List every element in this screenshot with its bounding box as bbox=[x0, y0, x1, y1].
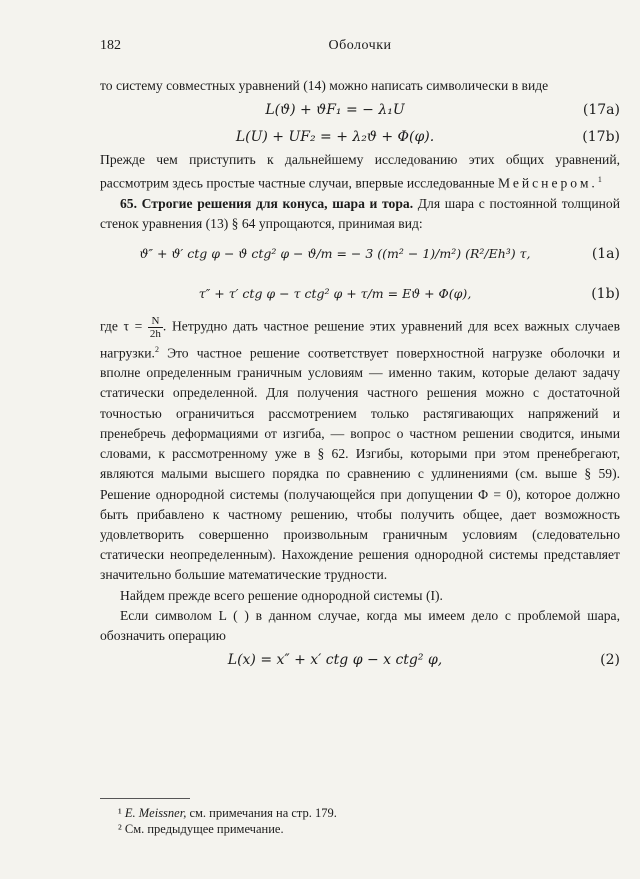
section-65-text: Для шара с постоянной толщиной стенок уравнения (13) § 64 упрощаются, принимая вид: bbox=[100, 196, 620, 232]
section-65 bbox=[100, 194, 620, 234]
tau-denominator: 2h bbox=[149, 327, 161, 340]
equation-1b-expr: τ″ + τ′ ctg φ − τ ctg² φ + τ/m = Eϑ + Φ(φ), bbox=[198, 286, 472, 302]
where-prefix: где τ = bbox=[100, 318, 143, 334]
paragraph-general bbox=[100, 150, 620, 194]
paragraph-operator: Если символом L ( ) в данном случае, когда мы имеем дело с проблемой шара, обозначить операцию bbox=[100, 607, 620, 643]
equation-17b-expr: L(U) + UF₂ = + λ₂ϑ + Φ(φ). bbox=[235, 128, 435, 145]
paragraph-homogeneous: Найдем прежде всего решение однородной системы (I). bbox=[120, 587, 443, 603]
author-name: Мейснером. bbox=[497, 175, 598, 191]
footnote-1 bbox=[100, 805, 620, 821]
page-header bbox=[100, 38, 620, 58]
running-title: Оболочки bbox=[328, 38, 392, 53]
page-body bbox=[100, 76, 620, 673]
tau-fraction bbox=[148, 315, 163, 340]
equation-17a-number: (17a) bbox=[582, 101, 620, 118]
section-number: 65. bbox=[120, 196, 137, 212]
footnote-1-author: E. Meissner, bbox=[124, 806, 187, 820]
equation-2 bbox=[100, 646, 620, 673]
footnote-2 bbox=[100, 821, 620, 837]
paragraph-particular-b: Это частное решение соответствует поверхностной нагрузке оболочки и вполне определенным граничным условиям — именно таким, которые делают задачу статически определенной. Для получения частного решения можно с достаточной точностью ограничиться рассмотрением только растягивающих напряжений и пренебречь деформациями от изгиба, — вопрос о частном решении сводится, иными словами, к рассмотренному уже в § 62. Изгибы, которыми при этом пренебрегают, являются малыми высшего порядка по сравнению с удлинениями (см. выше § 59). Решение однородной системы (получающейся при допущении Φ = 0), которое должно быть прибавлено к частному решению, чтобы получить общее, дает возможность удовлетворить совершенно произвольным граничным условиям (следовательно статически неопределенным). Нахождение решения однородной системы представляет значительно большие математические трудности. bbox=[100, 345, 620, 583]
equation-1a bbox=[100, 235, 620, 275]
paragraph-general-text: Прежде чем приступить к дальнейшему исследованию этих общих уравнений, рассмотрим здесь простые частные случаи, впервые исследованные bbox=[100, 152, 620, 191]
equation-1a-expr: ϑ″ + ϑ′ ctg φ − ϑ ctg² φ − ϑ/m = − 3 ((m² − 1)/m²) (R²/Eh³) τ, bbox=[139, 246, 531, 262]
footnote-ref-1: 1 bbox=[597, 175, 602, 185]
equation-17b bbox=[100, 123, 620, 150]
equation-2-expr: L(x) = x″ + x′ ctg φ − x ctg² φ, bbox=[227, 651, 443, 668]
equation-17a bbox=[100, 96, 620, 123]
footnote-ref-2: 2 bbox=[154, 344, 159, 354]
paragraph-particular bbox=[100, 315, 620, 586]
paragraph-particular-a: . Нетрудно дать частное решение этих уравнений для всех важных случаев нагрузки. bbox=[100, 318, 620, 361]
equation-17a-expr: L(ϑ) + ϑF₁ = − λ₁U bbox=[265, 101, 405, 118]
equation-1b-number: (1b) bbox=[591, 286, 620, 303]
equation-17b-number: (17b) bbox=[582, 128, 620, 145]
footnote-2-text: См. предыдущее примечание. bbox=[124, 822, 284, 836]
footnotes bbox=[100, 798, 620, 837]
footnote-1-text: см. примечания на стр. 179. bbox=[189, 806, 337, 820]
footnote-2-mark: ² bbox=[118, 822, 122, 836]
equation-1b bbox=[100, 275, 620, 315]
footnote-rule bbox=[100, 798, 190, 799]
tau-numerator: N bbox=[148, 315, 163, 328]
footnote-1-mark: ¹ bbox=[118, 806, 122, 820]
equation-2-number: (2) bbox=[600, 651, 620, 668]
page-number: 182 bbox=[100, 38, 121, 53]
paragraph-intro: то систему совместных уравнений (14) можно написать символически в виде bbox=[100, 78, 549, 93]
equation-1a-number: (1a) bbox=[591, 246, 620, 263]
section-title: Строгие решения для конуса, шара и тора. bbox=[141, 196, 414, 212]
